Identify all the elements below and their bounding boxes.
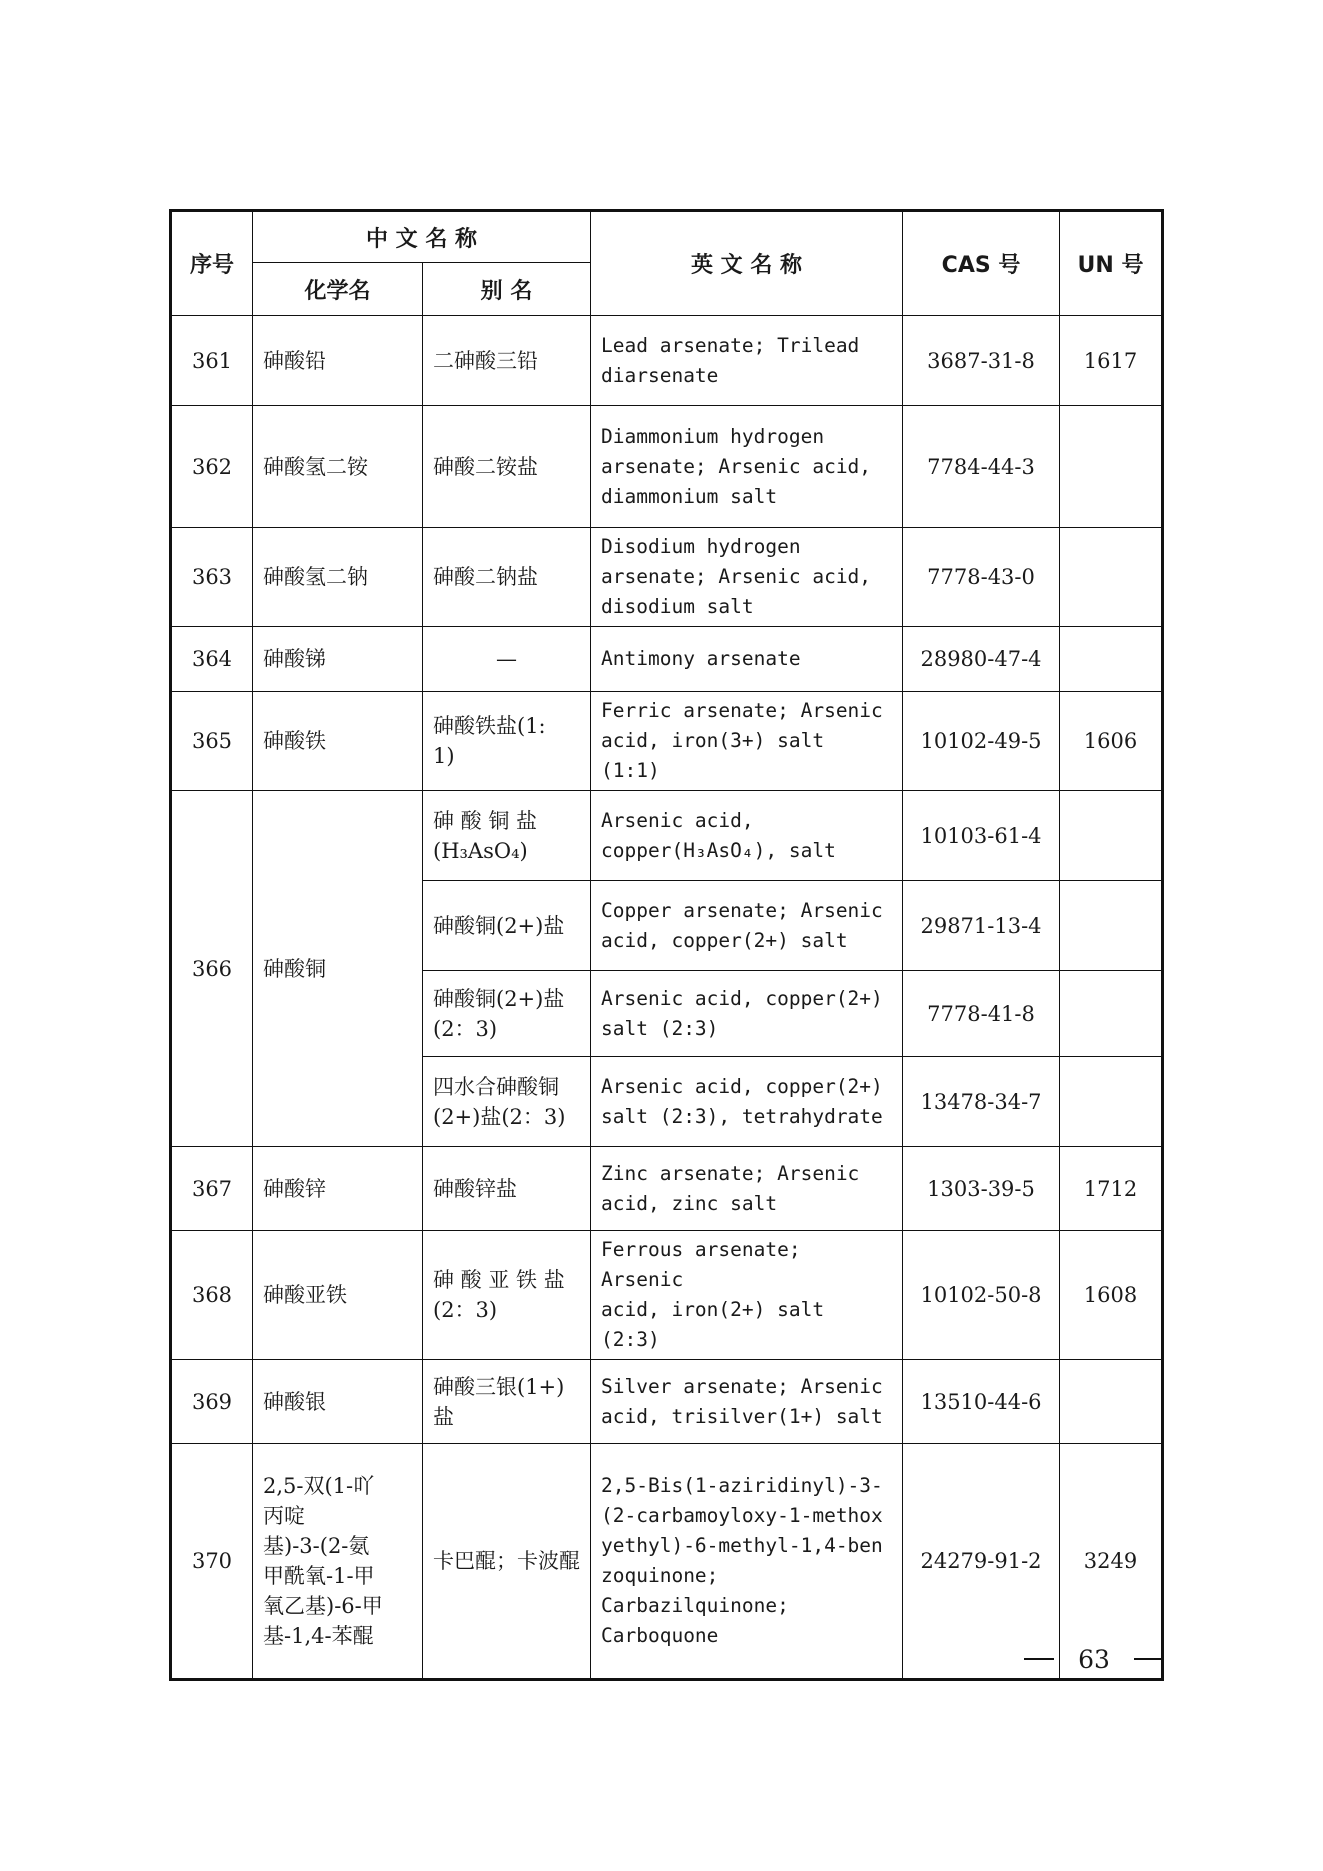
cas-cell: 7778-41-8 — [903, 971, 1060, 1057]
english-name-cell: Arsenic acid, copper(H₃AsO₄), salt — [591, 791, 903, 881]
chemical-name-cell: 砷酸氢二铵 — [253, 406, 423, 528]
serial-cell: 365 — [171, 692, 253, 791]
chemical-name-cell: 砷酸铜 — [253, 791, 423, 1147]
cas-cell: 28980-47-4 — [903, 627, 1060, 692]
header-english-name: 英 文 名 称 — [591, 211, 903, 316]
table-row — [171, 1360, 1163, 1444]
alias-cell: 砷酸锌盐 — [423, 1147, 591, 1231]
page-number: 63 — [1078, 1644, 1110, 1674]
right-dash — [1134, 1658, 1164, 1660]
alias-cell: 砷酸铜(2+)盐 (2：3) — [423, 971, 591, 1057]
table-row — [171, 316, 1163, 406]
un-cell: 1606 — [1060, 692, 1163, 791]
table-row — [171, 627, 1163, 692]
alias-cell: 砷酸铜(2+)盐 — [423, 881, 591, 971]
hazardous-chemicals-table — [169, 209, 1164, 1681]
alias-cell: 二砷酸三铅 — [423, 316, 591, 406]
cas-cell: 7778-43-0 — [903, 528, 1060, 627]
un-cell — [1060, 528, 1163, 627]
table-row — [171, 528, 1163, 627]
english-name-cell: 2,5-Bis(1-aziridinyl)-3- (2-carbamoyloxy-1-methox yethyl)-6-methyl-1,4-ben zoquinone; Carbazilquinone; Carboquone — [591, 1444, 903, 1680]
table-row — [171, 791, 1163, 881]
cas-cell: 7784-44-3 — [903, 406, 1060, 528]
alias-cell: 砷 酸 亚 铁 盐 (2：3) — [423, 1231, 591, 1360]
cas-cell: 13478-34-7 — [903, 1057, 1060, 1147]
un-cell — [1060, 881, 1163, 971]
cas-cell: 10103-61-4 — [903, 791, 1060, 881]
un-cell: 1608 — [1060, 1231, 1163, 1360]
serial-cell: 363 — [171, 528, 253, 627]
serial-cell: 366 — [171, 791, 253, 1147]
un-cell — [1060, 1360, 1163, 1444]
page-number-footer — [1024, 1641, 1164, 1677]
header-un: UN 号 — [1060, 211, 1163, 316]
alias-cell: 砷酸二铵盐 — [423, 406, 591, 528]
serial-cell: 369 — [171, 1360, 253, 1444]
serial-cell: 368 — [171, 1231, 253, 1360]
alias-cell: 砷酸三银(1+)盐 — [423, 1360, 591, 1444]
serial-cell: 362 — [171, 406, 253, 528]
un-cell — [1060, 971, 1163, 1057]
un-cell: 1712 — [1060, 1147, 1163, 1231]
english-name-cell: Copper arsenate; Arsenic acid, copper(2+) salt — [591, 881, 903, 971]
alias-cell: — — [423, 627, 591, 692]
un-cell — [1060, 791, 1163, 881]
alias-cell: 砷酸铁盐(1: 1) — [423, 692, 591, 791]
un-cell: 3249 — [1060, 1444, 1163, 1680]
english-name-cell: Zinc arsenate; Arsenic acid, zinc salt — [591, 1147, 903, 1231]
english-name-cell: Disodium hydrogen arsenate; Arsenic acid, disodium salt — [591, 528, 903, 627]
english-name-cell: Antimony arsenate — [591, 627, 903, 692]
serial-cell: 361 — [171, 316, 253, 406]
serial-cell: 364 — [171, 627, 253, 692]
header-alias: 别 名 — [423, 263, 591, 316]
serial-cell: 367 — [171, 1147, 253, 1231]
cas-cell: 24279-91-2 — [903, 1444, 1060, 1680]
cas-cell: 3687-31-8 — [903, 316, 1060, 406]
english-name-cell: Lead arsenate; Trilead diarsenate — [591, 316, 903, 406]
cas-cell: 10102-49-5 — [903, 692, 1060, 791]
header-cas: CAS 号 — [903, 211, 1060, 316]
english-name-cell: Ferrous arsenate; Arsenic acid, iron(2+) salt (2:3) — [591, 1231, 903, 1360]
table-row — [171, 406, 1163, 528]
un-cell: 1617 — [1060, 316, 1163, 406]
chemical-name-cell: 砷酸锑 — [253, 627, 423, 692]
table-row — [171, 1444, 1163, 1680]
cas-cell: 13510-44-6 — [903, 1360, 1060, 1444]
left-dash — [1024, 1658, 1054, 1660]
un-cell — [1060, 1057, 1163, 1147]
english-name-cell: Silver arsenate; Arsenic acid, trisilver(1+) salt — [591, 1360, 903, 1444]
header-chemical-name: 化学名 — [253, 263, 423, 316]
cas-cell: 10102-50-8 — [903, 1231, 1060, 1360]
table-row — [171, 1147, 1163, 1231]
english-name-cell: Arsenic acid, copper(2+) salt (2:3) — [591, 971, 903, 1057]
alias-cell: 四水合砷酸铜 (2+)盐(2：3) — [423, 1057, 591, 1147]
header-chinese-name-group: 中 文 名 称 — [253, 211, 591, 263]
header-serial: 序号 — [171, 211, 253, 316]
chemical-name-cell: 砷酸铁 — [253, 692, 423, 791]
chemical-name-cell: 2,5-双(1-吖 丙啶 基)-3-(2-氨 甲酰氧-1-甲 氧乙基)-6-甲 基-1,4-苯醌 — [253, 1444, 423, 1680]
english-name-cell: Arsenic acid, copper(2+) salt (2:3), tetrahydrate — [591, 1057, 903, 1147]
chemical-name-cell: 砷酸银 — [253, 1360, 423, 1444]
cas-cell: 29871-13-4 — [903, 881, 1060, 971]
chemical-name-cell: 砷酸氢二钠 — [253, 528, 423, 627]
english-name-cell: Ferric arsenate; Arsenic acid, iron(3+) salt (1:1) — [591, 692, 903, 791]
chemical-name-cell: 砷酸锌 — [253, 1147, 423, 1231]
cas-cell: 1303-39-5 — [903, 1147, 1060, 1231]
alias-cell: 砷酸二钠盐 — [423, 528, 591, 627]
chemical-name-cell: 砷酸亚铁 — [253, 1231, 423, 1360]
table-row — [171, 1231, 1163, 1360]
un-cell — [1060, 406, 1163, 528]
alias-cell: 卡巴醌；卡波醌 — [423, 1444, 591, 1680]
table-row — [171, 692, 1163, 791]
un-cell — [1060, 627, 1163, 692]
serial-cell: 370 — [171, 1444, 253, 1680]
english-name-cell: Diammonium hydrogen arsenate; Arsenic acid, diammonium salt — [591, 406, 903, 528]
chemical-name-cell: 砷酸铅 — [253, 316, 423, 406]
alias-cell: 砷 酸 铜 盐 (H₃AsO₄) — [423, 791, 591, 881]
